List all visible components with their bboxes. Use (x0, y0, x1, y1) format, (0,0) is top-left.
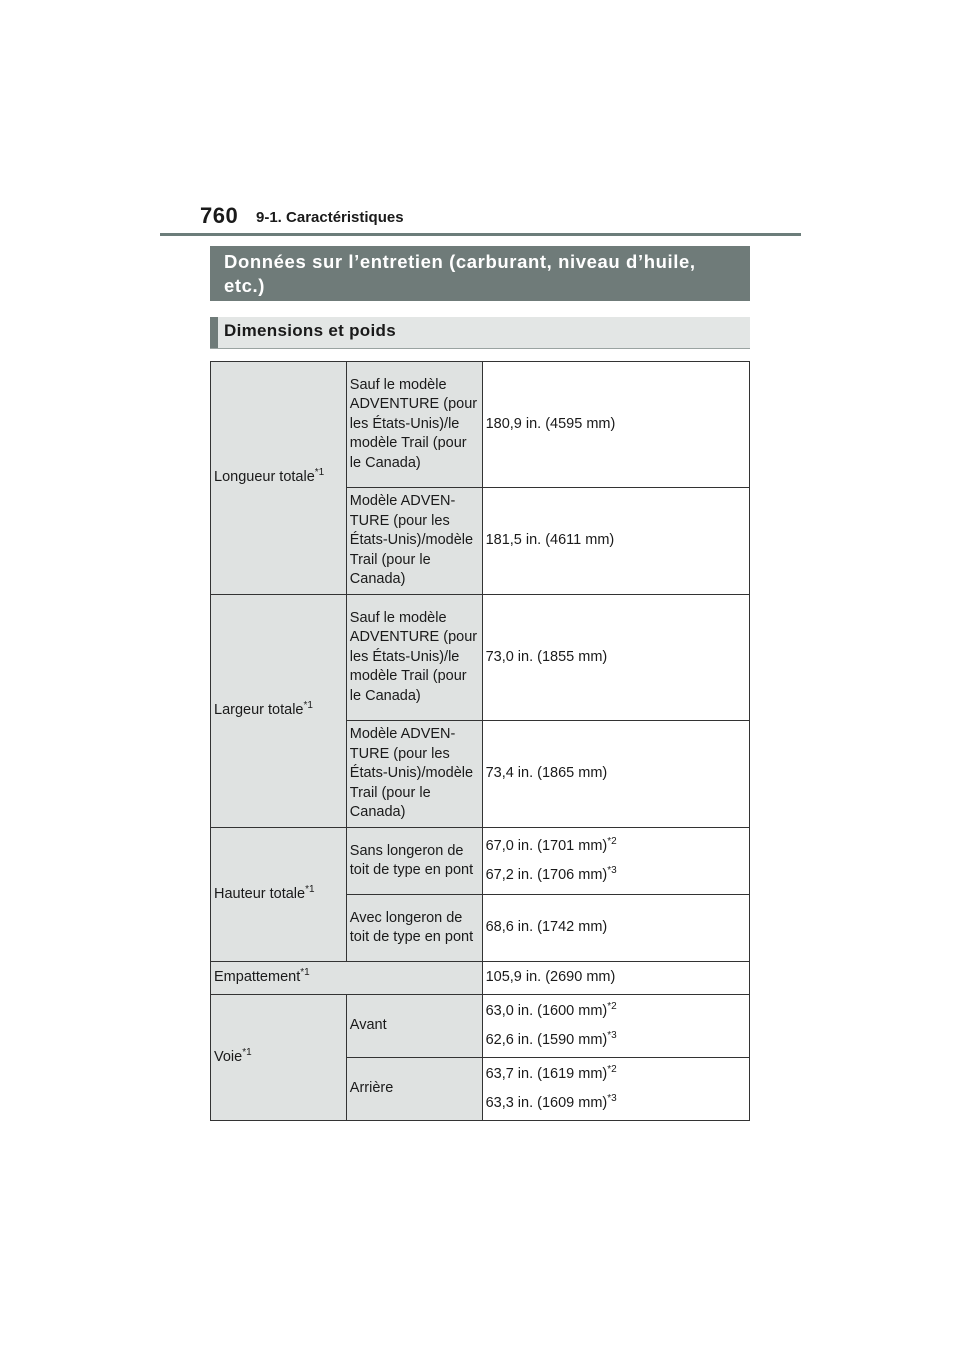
subsection-header (210, 317, 750, 349)
value-cell: 73,4 in. (1865 mm) (482, 721, 749, 828)
value-cell: 63,0 in. (1600 mm)$^{*2}$ 62,6 in. (1590 mm)$^{*3}$ (482, 995, 749, 1058)
dimensions-table (210, 361, 750, 1121)
page-number: 760 (200, 203, 239, 228)
table-row (211, 995, 750, 1058)
header-divider (160, 233, 801, 236)
subsection-accent-bar (210, 317, 218, 348)
table-row (211, 362, 750, 488)
chapter-title: Données sur l’entretien (carburant, niveau d’huile, etc.) (210, 246, 750, 301)
variant-cell: Modèle ADVEN-TURE (pour les États-Unis)/modèle Trail (pour le Canada) (346, 488, 482, 595)
value-cell: 68,6 in. (1742 mm) (482, 895, 749, 962)
subsection-title: Dimensions et poids (224, 321, 396, 340)
row-label-wheelbase: Empattement$^{*1}$ (211, 962, 483, 995)
variant-cell: Modèle ADVEN-TURE (pour les États-Unis)/modèle Trail (pour le Canada) (346, 721, 482, 828)
variant-cell: Sans longeron de toit de type en pont (346, 828, 482, 895)
value-cell: 73,0 in. (1855 mm) (482, 595, 749, 721)
section-title: 9-1. Caractéristiques (256, 209, 404, 226)
row-label-overall-height: Hauteur totale$^{*1}$ (211, 828, 347, 962)
table-row (211, 828, 750, 895)
variant-cell: Arrière (346, 1058, 482, 1121)
value-cell: 105,9 in. (2690 mm) (482, 962, 749, 995)
value-cell: 181,5 in. (4611 mm) (482, 488, 749, 595)
value-cell: 63,7 in. (1619 mm)$^{*2}$ 63,3 in. (1609 mm)$^{*3}$ (482, 1058, 749, 1121)
variant-cell: Avant (346, 995, 482, 1058)
row-label-overall-length: Longueur totale$^{*1}$ (211, 362, 347, 595)
variant-cell: Sauf le modèle ADVENTURE (pour les États-Unis)/le modèle Trail (pour le Canada) (346, 595, 482, 721)
row-label-track: Voie$^{*1}$ (211, 995, 347, 1121)
table-row (211, 595, 750, 721)
table-row (211, 962, 750, 995)
value-cell: 180,9 in. (4595 mm) (482, 362, 749, 488)
variant-cell: Avec longeron de toit de type en pont (346, 895, 482, 962)
variant-cell: Sauf le modèle ADVENTURE (pour les États-Unis)/le modèle Trail (pour le Canada) (346, 362, 482, 488)
value-cell: 67,0 in. (1701 mm)$^{*2}$ 67,2 in. (1706 mm)$^{*3}$ (482, 828, 749, 895)
row-label-overall-width: Largeur totale$^{*1}$ (211, 595, 347, 828)
